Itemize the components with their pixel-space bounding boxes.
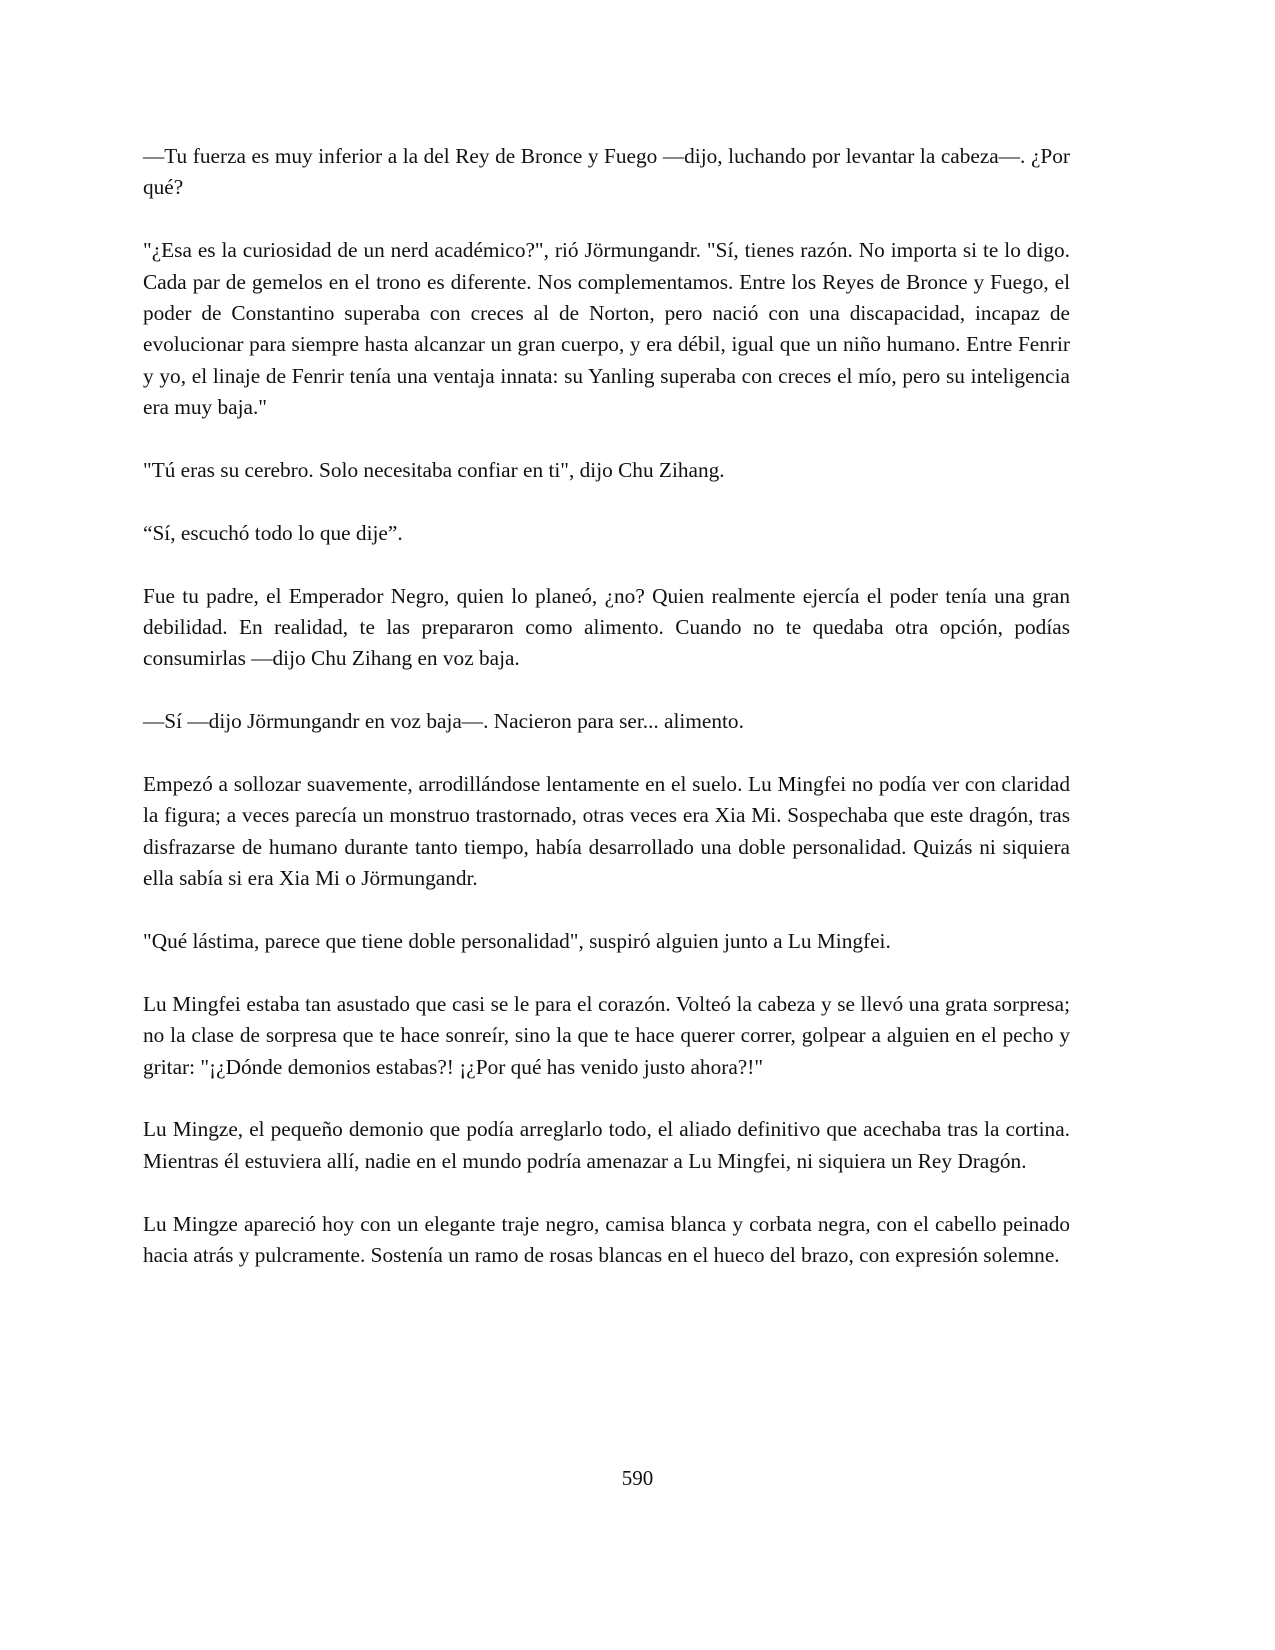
paragraph: Lu Mingfei estaba tan asustado que casi se le para el corazón. Volteó la cabeza y se llevó una grata sorpresa; no la clase de sorpresa que te hace sonreír, sino la que te hace querer correr, golpear a alguien en el pecho y gritar: "¡¿Dónde demonios estabas?! ¡¿Por qué has venido justo ahora?!" [143,991,1070,1079]
paragraph: —Sí —dijo Jörmungandr en voz baja—. Nacieron para ser... alimento. [143,709,744,734]
paragraph: —Tu fuerza es muy inferior a la del Rey de Bronce y Fuego —dijo, luchando por levantar la cabeza—. ¿Por qué? [143,144,1070,200]
page-body [143,141,1070,1303]
paragraph: “Sí, escuchó todo lo que dije”. [143,520,403,545]
paragraph: Empezó a sollozar suavemente, arrodillándose lentamente en el suelo. Lu Mingfei no podía ver con claridad la figura; a veces parecía un monstruo trastornado, otras veces era Xia Mi. Sospechaba que este dragón, tras disfrazarse de humano durante tanto tiempo, había desarrollado una doble personalidad. Quizás ni siquiera ella sabía si era Xia Mi o Jörmungandr. [143,772,1070,891]
paragraph: Fue tu padre, el Emperador Negro, quien lo planeó, ¿no? Quien realmente ejercía el poder tenía una gran debilidad. En realidad, te las prepararon como alimento. Cuando no te quedaba otra opción, podías consumirlas —dijo Chu Zihang en voz baja. [143,583,1070,671]
page-number: 590 [621,1466,654,1490]
paragraph: "Qué lástima, parece que tiene doble personalidad", suspiró alguien junto a Lu Mingfei. [143,929,891,954]
paragraph: "Tú eras su cerebro. Solo necesitaba confiar en ti", dijo Chu Zihang. [143,458,725,483]
paragraph: "¿Esa es la curiosidad de un nerd académico?", rió Jörmungandr. "Sí, tienes razón. No importa si te lo digo. Cada par de gemelos en el trono es diferente. Nos complementamos. Entre los Reyes de Bronce y Fuego, el poder de Constantino superaba con creces al de Norton, pero nació con una discapacidad, incapaz de evolucionar para siempre hasta alcanzar un gran cuerpo, y era débil, igual que un niño humano. Entre Fenrir y yo, el linaje de Fenrir tenía una ventaja innata: su Yanling superaba con creces el mío, pero su inteligencia era muy baja." [143,238,1070,420]
paragraph: Lu Mingze, el pequeño demonio que podía arreglarlo todo, el aliado definitivo que acechaba tras la cortina. Mientras él estuviera allí, nadie en el mundo podría amenazar a Lu Mingfei, ni siquiera un Rey Dragón. [143,1117,1070,1173]
paragraph: Lu Mingze apareció hoy con un elegante traje negro, camisa blanca y corbata negra, con el cabello peinado hacia atrás y pulcramente. Sostenía un ramo de rosas blancas en el hueco del brazo, con expresión solemne. [143,1211,1070,1268]
